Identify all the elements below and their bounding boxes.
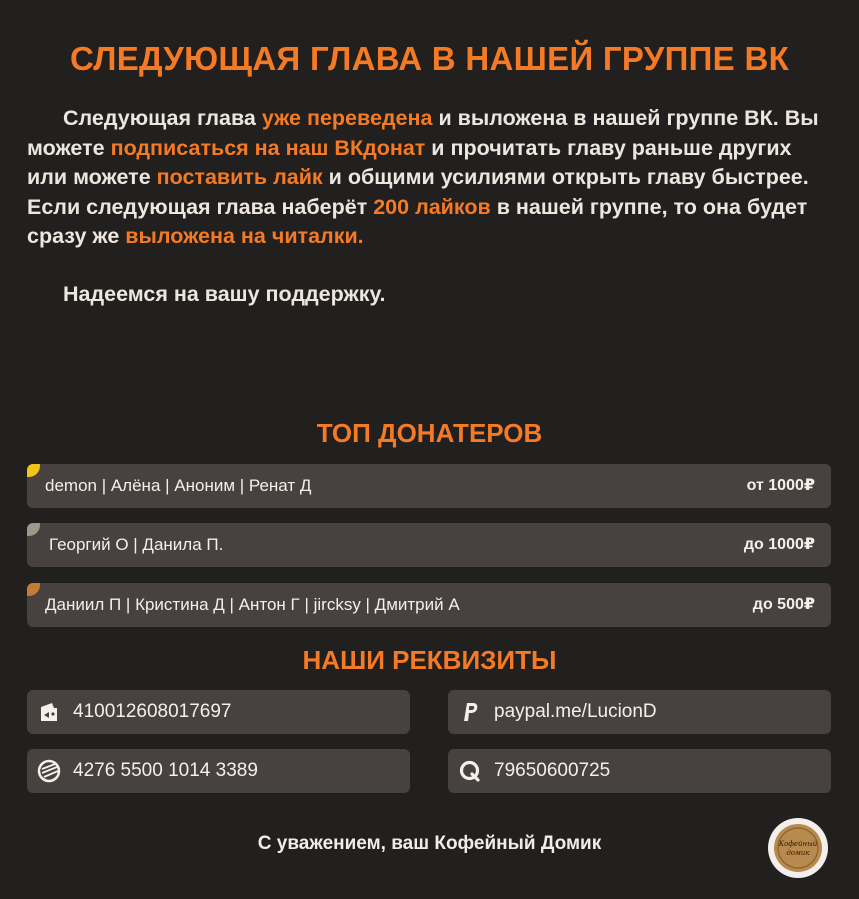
qiwi-requisite[interactable] — [448, 749, 831, 793]
donor-names: Георгий О | Данила П. — [49, 535, 224, 554]
highlighted-text: поставить лайк — [156, 165, 323, 189]
page-title: СЛЕДУЮЩАЯ ГЛАВА В НАШЕЙ ГРУППЕ ВК — [69, 40, 790, 77]
highlighted-text: подписаться на наш ВКдонат — [110, 135, 426, 160]
highlighted-text: 200 лайков — [373, 194, 491, 219]
qiwi-wallet-number: 79650600725 — [494, 760, 611, 781]
intro-text: и общими усилиями открыть главу быстрее. Если следующая глава наберёт — [27, 165, 809, 219]
logo-badge — [774, 824, 822, 872]
gold-tier-marker — [27, 464, 40, 477]
paypal-link: paypal.me/LucionD — [494, 701, 657, 722]
requisites-title: НАШИ РЕКВИЗИТЫ — [302, 645, 557, 675]
yoomoney-wallet-number: 410012608017697 — [73, 701, 232, 722]
sberbank-card-number: 4276 5500 1014 3389 — [73, 760, 258, 781]
highlighted-text: уже переведена — [261, 106, 433, 130]
paypal-requisite[interactable] — [448, 690, 831, 734]
sberbank-icon — [37, 759, 61, 783]
bronze-tier-marker — [27, 583, 40, 596]
svg-text:Кофейный: Кофейный — [778, 840, 818, 848]
donor-names: Даниил П | Кристина Д | Антон Г | jircksy | Дмитрий А — [45, 595, 460, 614]
donor-amount: до 500₽ — [752, 596, 815, 613]
intro-text: Следующая глава — [63, 106, 262, 130]
signature: С уважением, ваш Кофейный Домик — [257, 833, 602, 854]
support-text: Надеемся на вашу поддержку. — [63, 282, 386, 306]
paypal-icon — [458, 700, 482, 724]
coffee-house-logo — [768, 818, 828, 878]
yoomoney-icon — [37, 700, 61, 724]
intro-text: и выложена в нашей группе ВК. Вы можете — [27, 106, 819, 160]
donor-names: demon | Алёна | Аноним | Ренат Д — [45, 476, 312, 495]
top-donors-title: ТОП ДОНАТЕРОВ — [316, 418, 543, 448]
donor-row-silver — [27, 523, 831, 567]
qiwi-icon — [458, 759, 482, 783]
sberbank-requisite[interactable] — [27, 749, 410, 793]
highlighted-text: выложена на читалки. — [125, 224, 364, 248]
intro-text: и прочитать главу раньше других или можете — [27, 135, 792, 189]
svg-text:домик: домик — [786, 849, 810, 857]
donor-row-gold — [27, 464, 831, 508]
yoomoney-requisite[interactable] — [27, 690, 410, 734]
donor-amount: до 1000₽ — [743, 536, 815, 553]
donor-amount: от 1000₽ — [746, 477, 815, 494]
intro-paragraph — [27, 104, 827, 252]
donor-row-bronze — [27, 583, 831, 627]
silver-tier-marker — [27, 523, 40, 536]
intro-text: в нашей группе, то она будет сразу же — [27, 194, 808, 248]
